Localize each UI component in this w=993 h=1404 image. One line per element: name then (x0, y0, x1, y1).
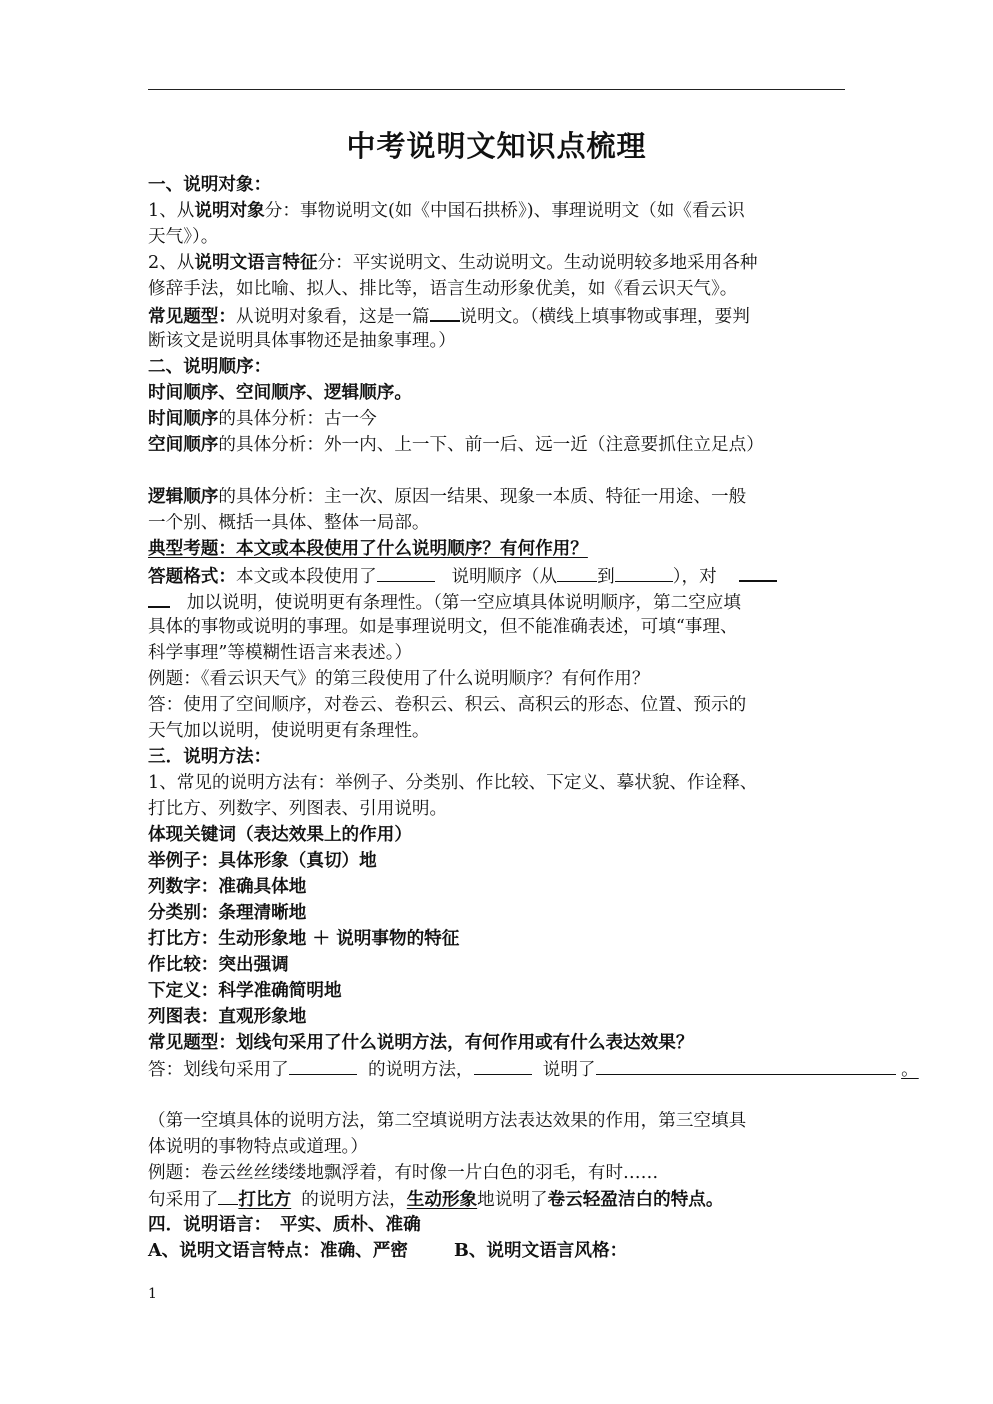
paragraph-line: 打比方、列数字、列图表、引用说明。 (148, 799, 448, 819)
text: 答：划线句采用了 (148, 1060, 289, 1080)
section-heading-order: 二、说明顺序： (148, 356, 272, 377)
paragraph-line: 天气》）。 (148, 227, 219, 247)
method-item: 列数字：准确具体地 (148, 876, 307, 897)
paragraph-line: 修辞手法，如比喻、拟人、排比等，语言生动形象优美，如《看云识天气》。 (148, 279, 738, 299)
paragraph-line: 1、常见的说明方法有：举例子、分类别、作比较、下定义、摹状貌、作诠释、 (148, 773, 758, 793)
paragraph-line (148, 250, 848, 276)
bold-term: 时间顺序 (148, 408, 219, 429)
answer-template-line (148, 1056, 919, 1082)
filled-blank: 生动形象 (406, 1189, 478, 1210)
paragraph-line: 一个别、概括一具体、整体一局部。 (148, 513, 430, 533)
method-item: 下定义：科学准确简明地 (148, 980, 342, 1001)
text: A、说明文语言特点：准确、严密 (148, 1240, 408, 1261)
text: B、说明文语言风格： (453, 1240, 628, 1261)
example-question: 例题：卷云丝丝缕缕地飘浮着，有时像一片白色的羽毛，有时…… (148, 1163, 659, 1183)
text: 。 (901, 1060, 919, 1080)
text: 分：事物说明文(如《中国石拱桥》)、事理说明文（如《看云识 (264, 201, 745, 221)
paragraph-line: 断该文是说明具体事物还是抽象事理。） (148, 331, 456, 351)
text: 的说明方法， (367, 1060, 474, 1080)
text: 说明了 (542, 1060, 596, 1080)
method-item: 分类别：条理清晰地 (148, 902, 307, 923)
method-item: 打比方：生动形象地 ＋ 说明事物的特征 (148, 928, 460, 949)
bold-term: 说明文语言特征 (194, 252, 318, 273)
bold-term: 说明对象 (194, 200, 265, 221)
fill-blank (289, 1056, 357, 1075)
text: 说明顺序（从 (451, 567, 558, 587)
text: 句采用了 (148, 1190, 219, 1210)
text: 地说明了 (477, 1190, 548, 1210)
text: 本文或本段使用了 (235, 567, 377, 587)
fill-blank (596, 1056, 896, 1075)
method-item: 举例子：具体形象（真切）地 (148, 850, 377, 871)
paragraph-line (148, 406, 848, 432)
page-title: 中考说明文知识点梳理 (346, 129, 647, 163)
fill-blank (615, 563, 673, 582)
fill-blank (739, 562, 777, 582)
text: 的具体分析：主一次、原因一结果、现象一本质、特征一用途、一般 (218, 487, 747, 507)
method-item: 作比较：突出强调 (148, 954, 289, 975)
paragraph-line: 科学事理”等模糊性语言来表述。） (148, 643, 413, 663)
example-answer (148, 1186, 848, 1212)
section-heading-language: 四．说明语言： 平实、质朴、准确 (148, 1214, 421, 1235)
example-answer: 答：使用了空间顺序，对卷云、卷积云、积云、高积云的形态、位置、预示的 (148, 695, 747, 715)
text: 分：平实说明文、生动说明文。生动说明较多地采用各种 (317, 253, 758, 273)
filled-blank: 打比方 (238, 1189, 292, 1210)
label: 常见题型： (148, 306, 236, 327)
text: 的具体分析：古一今 (218, 409, 377, 429)
spacer (148, 1082, 848, 1108)
order-types: 时间顺序、空间顺序、逻辑顺序。 (148, 382, 412, 403)
answer-format-line (148, 562, 848, 588)
bold-term: 卷云轻盈洁白的特点。 (547, 1189, 724, 1210)
text: ），对 (672, 567, 717, 587)
text: 1、从 (148, 201, 195, 221)
paragraph-line: 体说明的事物特点或道理。） (148, 1137, 368, 1157)
text: 2、从 (148, 253, 195, 273)
bold-term: 逻辑顺序 (148, 486, 219, 507)
document-body (148, 172, 919, 1264)
fill-blank (557, 563, 597, 582)
text: 加以说明，使说明更有条理性。（第一空应填具体说明顺序，第二空应填 (186, 593, 741, 613)
typical-question: 典型考题：本文或本段使用了什么说明顺序？有何作用？ (148, 538, 588, 559)
fill-blank (430, 302, 460, 322)
example-question: 例题：《看云识天气》的第三段使用了什么说明顺序？有何作用？ (148, 669, 650, 689)
question-type-line (148, 302, 848, 328)
header-rule (148, 89, 845, 90)
paragraph-line (148, 198, 848, 224)
spacer (148, 458, 848, 484)
paragraph-line (148, 588, 848, 614)
text: 的具体分析：外一内、上一下、前一后、远一近（注意要抓住立足点） (218, 435, 764, 455)
page-number: 1 (148, 1286, 157, 1302)
fill-blank (148, 588, 170, 608)
section-heading-objects: 一、说明对象： (148, 174, 272, 195)
method-item: 列图表：直观形象地 (148, 1006, 307, 1027)
keyword-heading: 体现关键词（表达效果上的作用） (148, 824, 412, 845)
fill-blank (377, 563, 435, 582)
text: 从说明对象看，这是一篇 (235, 307, 430, 327)
language-points (148, 1238, 848, 1264)
fill-blank (474, 1056, 532, 1075)
paragraph-line (148, 432, 848, 458)
label: 答题格式： (148, 566, 236, 587)
paragraph-line: （第一空填具体的说明方法，第二空填说明方法表达效果的作用，第三空填具 (148, 1111, 747, 1131)
paragraph-line (148, 484, 848, 510)
question-type-line: 常见题型：划线句采用了什么说明方法，有何作用或有什么表达效果？ (148, 1032, 694, 1053)
paragraph-line: 具体的事物或说明的事理。如是事理说明文，但不能准确表述，可填“事理、 (148, 617, 738, 637)
text: 到 (597, 567, 615, 587)
text: 的说明方法， (301, 1190, 407, 1210)
example-answer: 天气加以说明，使说明更有条理性。 (148, 721, 430, 741)
bold-term: 空间顺序 (148, 434, 219, 455)
text: 说明文。（横线上填事物或事理，要判 (459, 307, 750, 327)
section-heading-methods: 三．说明方法： (148, 746, 272, 767)
